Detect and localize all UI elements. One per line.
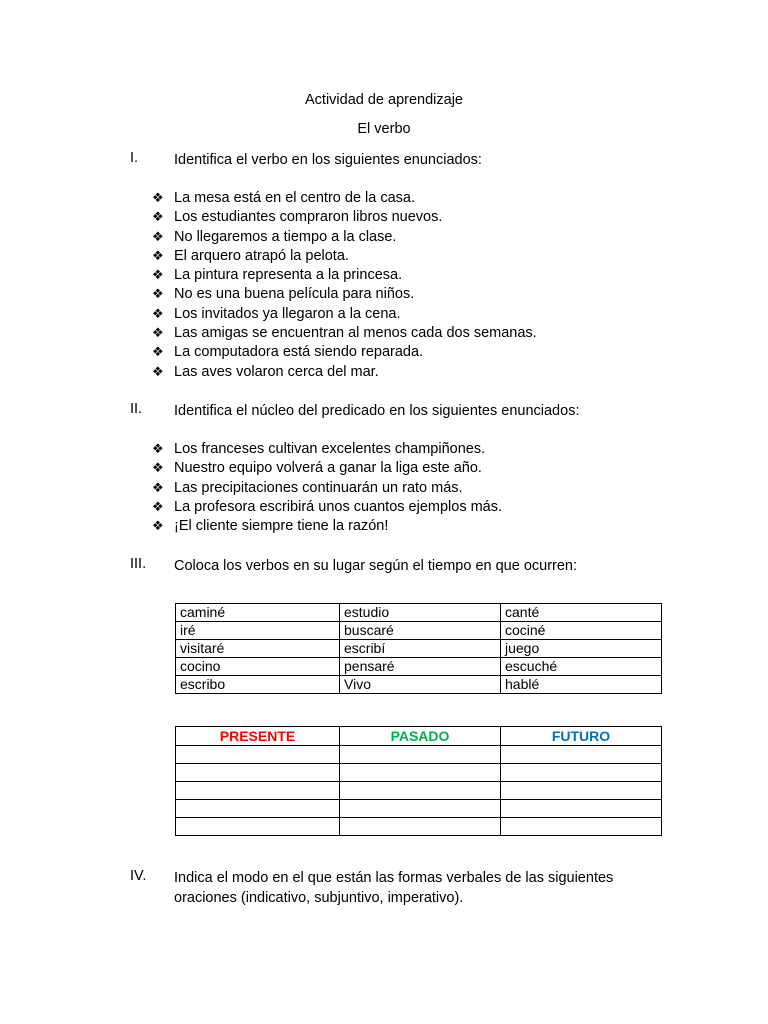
table-cell: visitaré xyxy=(176,640,340,658)
bullet-diamond-icon: ❖ xyxy=(152,441,164,456)
bullet-diamond-icon: ❖ xyxy=(152,228,164,244)
answer-cell[interactable] xyxy=(501,800,662,818)
list-item xyxy=(152,362,537,381)
list-item xyxy=(152,497,502,516)
bullet-diamond-icon: ❖ xyxy=(152,325,164,341)
list-item-text: No es una buena película para niños. xyxy=(174,286,415,303)
table-row xyxy=(176,818,662,836)
answer-cell[interactable] xyxy=(176,818,340,836)
section-instruction: Coloca los verbos en su lugar según el tiempo en que ocurren: xyxy=(174,558,578,574)
bullet-diamond-icon: ❖ xyxy=(152,344,164,360)
section-number: III. xyxy=(130,556,147,572)
table-row xyxy=(176,782,662,800)
table-cell: iré xyxy=(176,622,340,640)
table-cell: cocino xyxy=(176,658,340,676)
list-item xyxy=(152,342,537,361)
section-number: IV. xyxy=(130,868,147,884)
list-item-text: Los invitados ya llegaron a la cena. xyxy=(174,305,401,322)
list-item-text: La mesa está en el centro de la casa. xyxy=(174,190,416,206)
table-row xyxy=(176,658,662,676)
answer-cell[interactable] xyxy=(340,746,501,764)
list-item-text: Las precipitaciones continuarán un rato más. xyxy=(174,479,463,496)
table-row xyxy=(176,676,662,694)
list-item xyxy=(152,458,502,477)
list-item xyxy=(152,478,502,497)
answer-cell[interactable] xyxy=(176,800,340,818)
table-cell: escribo xyxy=(176,676,340,694)
section-number: I. xyxy=(130,150,139,166)
list-item-text: ¡El cliente siempre tiene la razón! xyxy=(174,518,389,535)
table-cell: caminé xyxy=(176,604,340,622)
list-item xyxy=(152,323,537,342)
list-item-text: No llegaremos a tiempo a la clase. xyxy=(174,228,397,245)
answer-cell[interactable] xyxy=(501,764,662,782)
table-cell: Vivo xyxy=(340,676,501,694)
page-subtitle: El verbo xyxy=(357,121,411,137)
list-item xyxy=(152,284,537,303)
section-number: II. xyxy=(130,401,143,417)
table-row xyxy=(176,746,662,764)
answer-cell[interactable] xyxy=(340,782,501,800)
table-cell: hablé xyxy=(501,676,662,694)
bullet-diamond-icon: ❖ xyxy=(152,498,164,514)
list-item-text: Nuestro equipo volverá a ganar la liga este año. xyxy=(174,460,482,477)
table-row xyxy=(176,622,662,640)
bullet-diamond-icon: ❖ xyxy=(152,286,164,302)
table-cell: canté xyxy=(501,604,662,622)
list-item xyxy=(152,188,537,207)
answer-cell[interactable] xyxy=(176,746,340,764)
bullet-diamond-icon: ❖ xyxy=(152,460,164,476)
list-item-text: Las aves volaron cerca del mar. xyxy=(174,363,379,380)
answer-cell[interactable] xyxy=(176,764,340,782)
answer-cell[interactable] xyxy=(340,818,501,836)
section-2-list xyxy=(152,439,502,535)
list-item-text: El arquero atrapó la pelota. xyxy=(174,247,349,264)
list-item xyxy=(152,265,537,284)
list-item xyxy=(152,516,502,535)
list-item xyxy=(152,227,537,246)
answer-cell[interactable] xyxy=(340,764,501,782)
list-item-text: La computadora está siendo reparada. xyxy=(174,344,424,361)
table-row xyxy=(176,604,662,622)
table-row xyxy=(176,764,662,782)
answer-cell[interactable] xyxy=(340,800,501,818)
table-cell: escribí xyxy=(340,640,501,658)
bullet-diamond-icon: ❖ xyxy=(152,479,164,495)
answer-cell[interactable] xyxy=(501,782,662,800)
list-item-text: La pintura representa a la princesa. xyxy=(174,267,403,284)
bullet-diamond-icon: ❖ xyxy=(152,363,164,379)
bullet-diamond-icon: ❖ xyxy=(152,190,164,205)
table-cell: cociné xyxy=(501,622,662,640)
list-item-text: Los estudiantes compraron libros nuevos. xyxy=(174,209,443,226)
list-item xyxy=(152,304,537,323)
list-item xyxy=(152,207,537,226)
table-cell: buscaré xyxy=(340,622,501,640)
verbs-table xyxy=(175,603,662,694)
table-row xyxy=(176,640,662,658)
table-cell: pensaré xyxy=(340,658,501,676)
tense-table xyxy=(175,726,662,836)
bullet-diamond-icon: ❖ xyxy=(152,247,164,263)
answer-cell[interactable] xyxy=(176,782,340,800)
table-cell: juego xyxy=(501,640,662,658)
table-cell: escuché xyxy=(501,658,662,676)
table-cell: estudio xyxy=(340,604,501,622)
table-row xyxy=(176,800,662,818)
list-item-text: La profesora escribirá unos cuantos ejemplos más. xyxy=(174,498,503,515)
list-item xyxy=(152,439,502,458)
answer-cell[interactable] xyxy=(501,818,662,836)
section-1-list xyxy=(152,188,537,381)
tense-header-pasado: PASADO xyxy=(340,727,501,746)
bullet-diamond-icon: ❖ xyxy=(152,305,164,321)
tense-header-futuro: FUTURO xyxy=(501,727,662,746)
answer-cell[interactable] xyxy=(501,746,662,764)
bullet-diamond-icon: ❖ xyxy=(152,209,164,225)
bullet-diamond-icon: ❖ xyxy=(152,267,164,283)
list-item-text: Las amigas se encuentran al menos cada dos semanas. xyxy=(174,325,537,342)
page-title: Actividad de aprendizaje xyxy=(305,92,463,108)
section-instruction: Indica el modo en el que están las formas verbales de las siguientes oraciones (indicativo, subjuntivo, imperativo). xyxy=(174,870,614,906)
bullet-diamond-icon: ❖ xyxy=(152,518,164,534)
section-instruction: Identifica el núcleo del predicado en los siguientes enunciados: xyxy=(174,403,580,419)
list-item xyxy=(152,246,537,265)
list-item-text: Los franceses cultivan excelentes champiñones. xyxy=(174,441,486,457)
tense-header-presente: PRESENTE xyxy=(176,727,340,746)
section-instruction: Identifica el verbo en los siguientes enunciados: xyxy=(174,152,482,168)
